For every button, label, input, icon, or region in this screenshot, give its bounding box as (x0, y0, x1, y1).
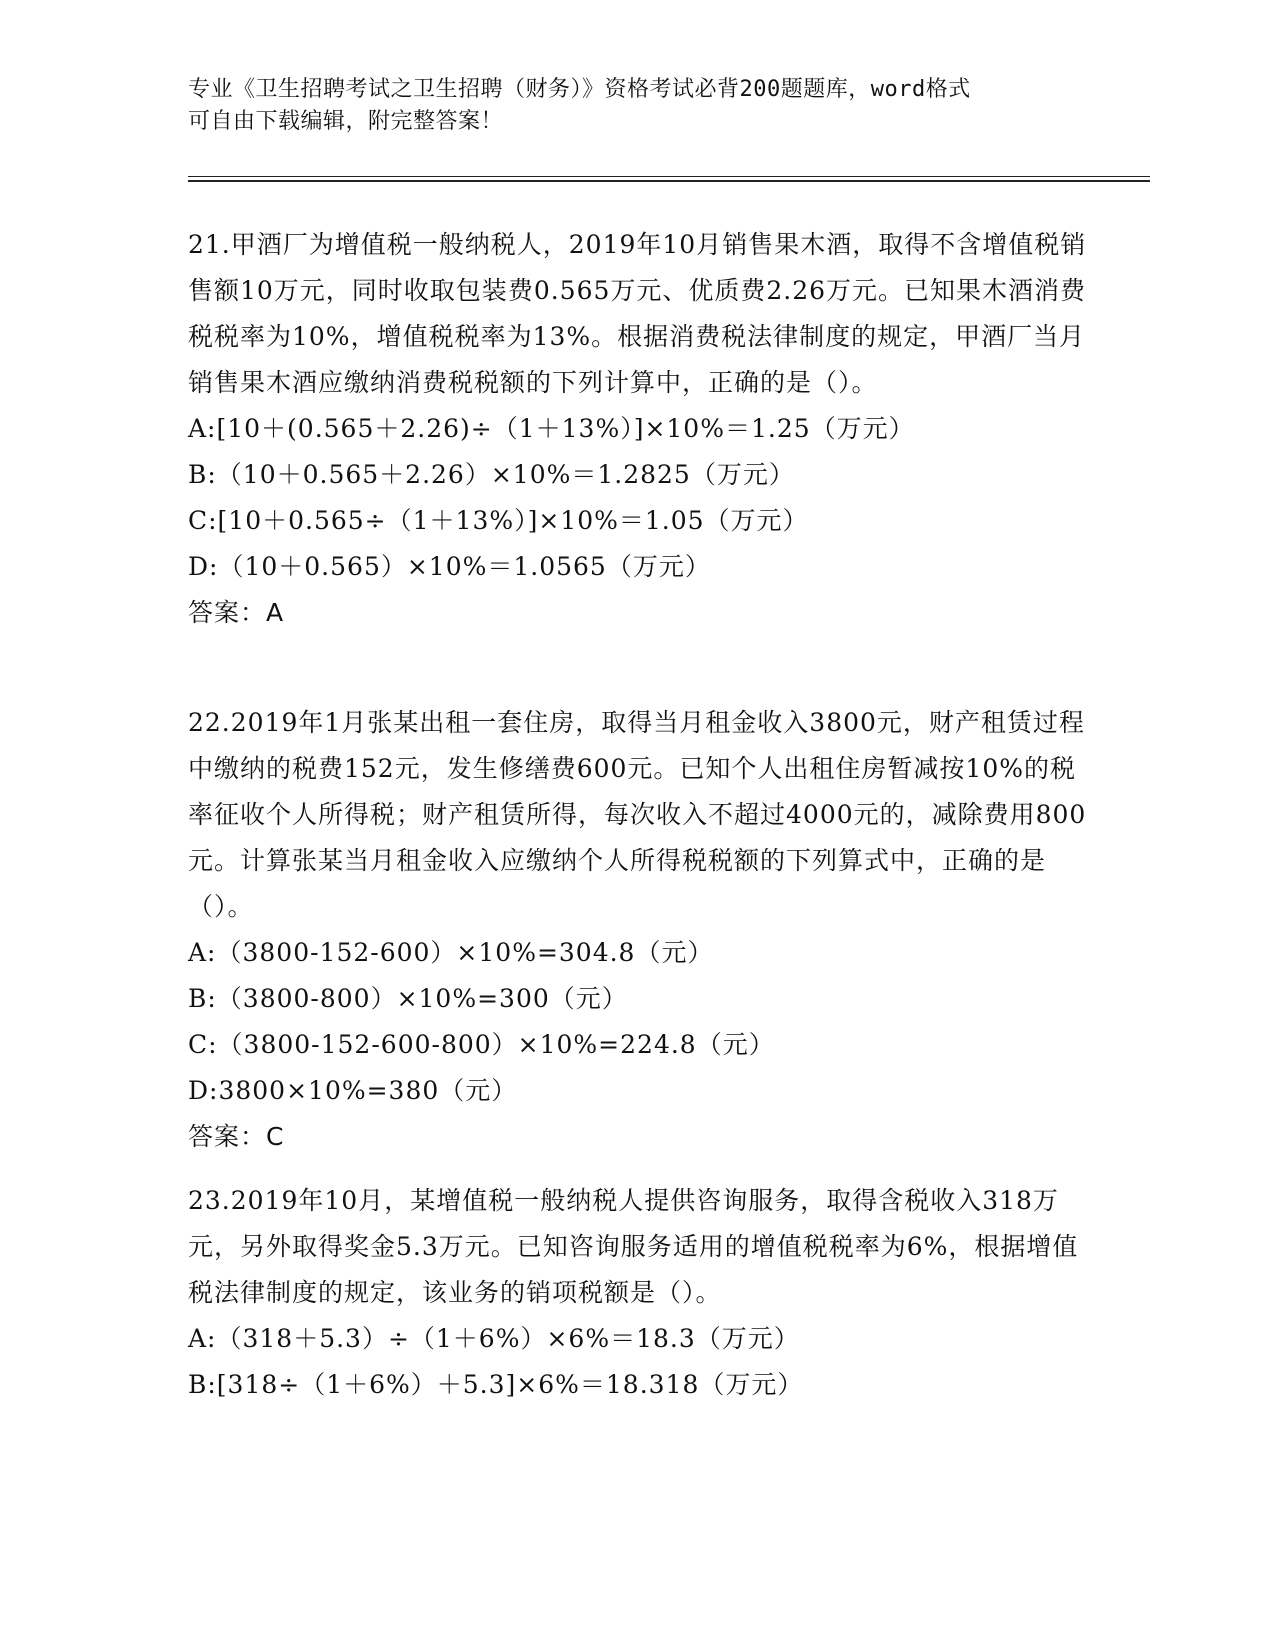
answer: 答案：A (188, 598, 285, 627)
option-b: B:（3800-800）×10%=300（元） (188, 984, 628, 1013)
question-stem: 21.甲酒厂为增值税一般纳税人，2019年10月销售果木酒，取得不含增值税销售额10万元，同时收取包装费0.565万元、优质费2.26万元。已知果木酒消费税税率为10%，增值税税率为13%。根据消费税法律制度的规定，甲酒厂当月销售果木酒应缴纳消费税税额的下列计算中，正确的是（）。 (188, 230, 1087, 397)
option-a: A:（3800-152-600）×10%=304.8（元） (188, 938, 714, 967)
option-a: A:（318＋5.3）÷（1＋6%）×6%＝18.3（万元） (188, 1324, 800, 1353)
option-d: D:（10＋0.565）×10%＝1.0565（万元） (188, 552, 711, 581)
question-22 (188, 700, 1088, 1160)
question-23 (188, 1178, 1088, 1408)
option-b: B:（10＋0.565＋2.26）×10%＝1.2825（万元） (188, 460, 795, 489)
question-21 (188, 222, 1088, 636)
question-stem: 22.2019年1月张某出租一套住房，取得当月租金收入3800元，财产租赁过程中缴纳的税费152元，发生修缮费600元。已知个人出租住房暂减按10%的税率征收个人所得税；财产租赁所得，每次收入不超过4000元的，减除费用800元。计算张某当月租金收入应缴纳个人所得税税额的下列算式中，正确的是（）。 (188, 708, 1087, 921)
header-divider-thick (188, 180, 1150, 182)
option-d: D:3800×10%=380（元） (188, 1076, 518, 1105)
option-c: C:[10＋0.565÷（1＋13%）]×10%＝1.05（万元） (188, 506, 809, 535)
option-c: C:（3800-152-600-800）×10%=224.8（元） (188, 1030, 775, 1059)
answer: 答案：C (188, 1122, 285, 1151)
header-line-2: 可自由下载编辑，附完整答案！ (188, 109, 504, 134)
header-divider-thin (188, 176, 1150, 177)
option-a: A:[10＋(0.565＋2.26)÷（1＋13%）]×10%＝1.25（万元） (188, 414, 915, 443)
option-b: B:[318÷（1＋6%）＋5.3]×6%＝18.318（万元） (188, 1370, 804, 1399)
question-stem: 23.2019年10月，某增值税一般纳税人提供咨询服务，取得含税收入318万元，另外取得奖金5.3万元。已知咨询服务适用的增值税税率为6%，根据增值税法律制度的规定，该业务的销项税额是（）。 (188, 1186, 1079, 1307)
header-line-1: 专业《卫生招聘考试之卫生招聘（财务）》资格考试必背200题题库，word格式 (188, 77, 971, 102)
document-header (188, 74, 1088, 138)
